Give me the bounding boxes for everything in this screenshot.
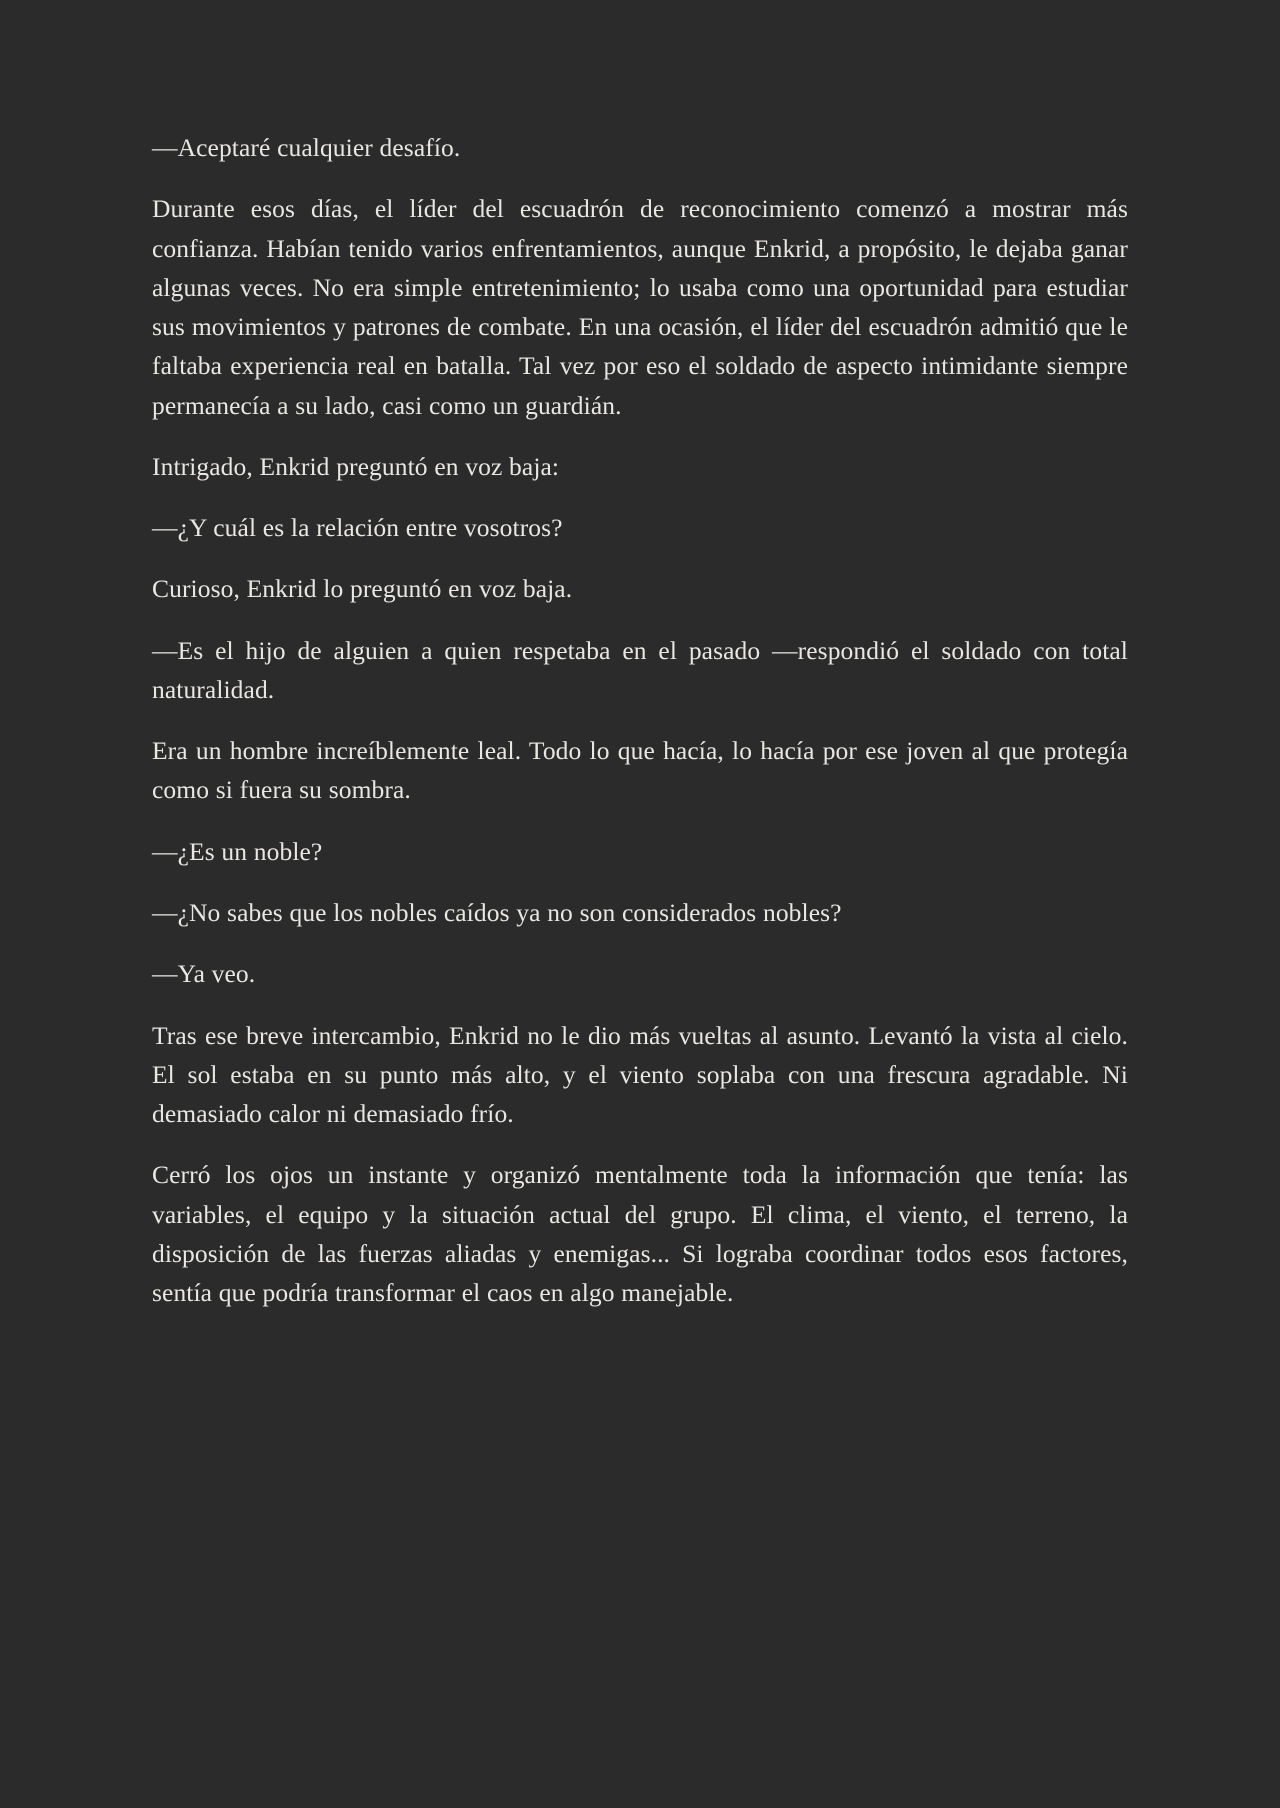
paragraph: —¿Es un noble? xyxy=(152,836,323,866)
paragraph: —Aceptaré cualquier desafío. xyxy=(152,133,461,162)
paragraph: Intrigado, Enkrid preguntó en voz baja: xyxy=(152,451,560,481)
paragraph: Era un hombre increíblemente leal. Todo lo que hacía, lo hacía por ese joven al que protegía como si fuera su sombra. xyxy=(152,736,1128,805)
paragraph: —Es el hijo de alguien a quien respetaba en el pasado —respondió el soldado con total naturalidad. xyxy=(152,635,1128,704)
paragraph: Cerró los ojos un instante y organizó mentalmente toda la información que tenía: las variables, el equipo y la situación actual del grupo. El clima, el viento, el terreno, la disposición de las fuerzas aliadas y enemigas... Si lograba coordinar todos esos factores, sentía que podría transformar el caos en algo manejable. xyxy=(152,1160,1128,1308)
paragraph: Durante esos días, el líder del escuadrón de reconocimiento comenzó a mostrar más confianza. Habían tenido varios enfrentamientos, aunque Enkrid, a propósito, le dejaba ganar algunas veces. No era simple entretenimiento; lo usaba como una oportunidad para estudiar sus movimientos y patrones de combate. En una ocasión, el líder del escuadrón admitió que le faltaba experiencia real en batalla. Tal vez por eso el soldado de aspecto intimidante siempre permanecía a su lado, casi como un guardián. xyxy=(152,194,1128,420)
paragraph: —Ya veo. xyxy=(152,959,256,989)
paragraph: Curioso, Enkrid lo preguntó en voz baja. xyxy=(152,574,573,604)
paragraph: —¿No sabes que los nobles caídos ya no son considerados nobles? xyxy=(152,897,842,927)
paragraph: Tras ese breve intercambio, Enkrid no le dio más vueltas al asunto. Levantó la vista al cielo. El sol estaba en su punto más alto, y el viento soplaba con una frescura agradable. Ni demasiado calor ni demasiado frío. xyxy=(152,1020,1128,1129)
paragraph: —¿Y cuál es la relación entre vosotros? xyxy=(152,513,563,543)
document-body xyxy=(152,128,1128,1312)
